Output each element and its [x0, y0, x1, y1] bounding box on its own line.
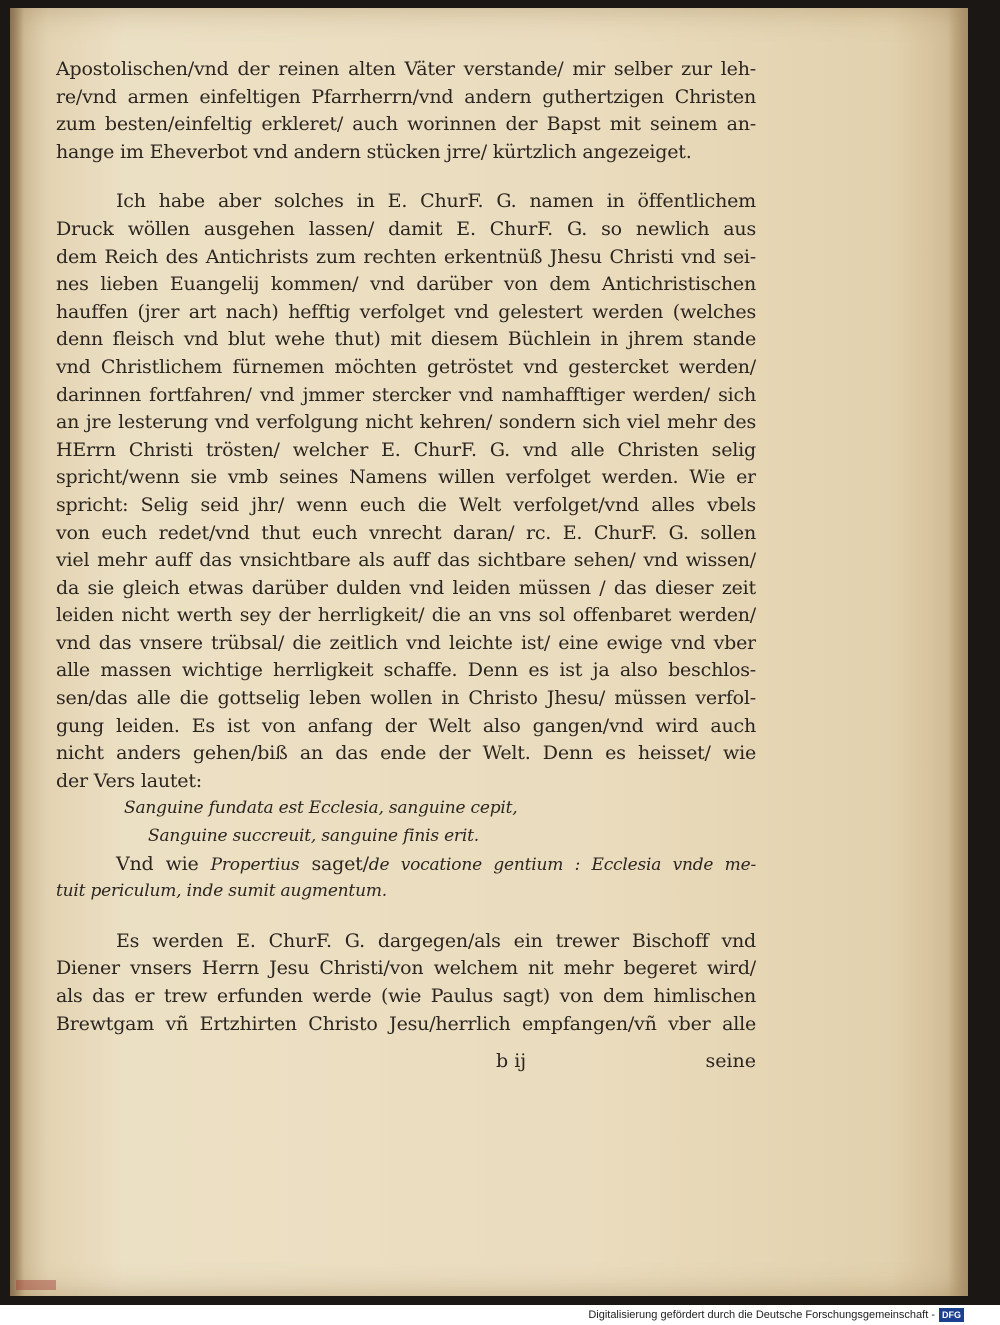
page-edge	[948, 8, 968, 1296]
funding-text: Digitalisierung gefördert durch die Deutsche Forschungsgemeinschaft -	[588, 1309, 935, 1321]
verse-line: Sanguine succreuit, sanguine finis erit.	[148, 826, 479, 847]
text-line: hauffen (jrer art nach) hefftig verfolget vnd gelestert werden (welches	[56, 300, 756, 323]
text-line: Brewtgam vñ Ertzhirten Christo Jesu/herrlich empfangen/vñ vber alle	[56, 1012, 756, 1035]
text-line: zum besten/einfeltig erkleret/ auch worinnen der Bapst mit seinem an-	[56, 113, 756, 136]
page-stain	[16, 1280, 56, 1290]
signature-mark: b ij	[496, 1050, 527, 1072]
latin-quote-line: tuit periculum, inde sumit augmentum.	[56, 881, 387, 902]
text-line: re/vnd armen einfeltigen Pfarrherrn/vnd andern guthertzigen Christen	[56, 85, 756, 108]
text-line: vnd Christlichem fürnemen möchten getröstet vnd gestercket werden/	[56, 355, 756, 378]
text-line: an jre lesterung vnd verfolgung nicht kehren/ sondern sich viel mehr des	[56, 411, 756, 434]
text-fragment: Vnd wie	[116, 852, 211, 875]
text-line: gung leiden. Es ist von anfang der Welt also gangen/vnd wird auch	[56, 714, 756, 737]
text-line: da sie gleich etwas darüber dulden vnd leiden müssen / das dieser zeit	[56, 576, 756, 599]
text-line: alle massen wichtige herrligkeit schaffe. Denn es ist ja also beschlos-	[56, 659, 756, 682]
text-line: als das er trew erfunden werde (wie Paulus sagt) von dem himlischen	[56, 985, 756, 1007]
text-line: denn fleisch vnd blut wehe thut) mit diesem Büchlein in jhrem stande	[56, 328, 756, 351]
text-line-propertius	[56, 851, 756, 879]
verse-line: Sanguine fundata est Ecclesia, sanguine cepit,	[124, 798, 518, 819]
text-line: darinnen fortfahren/ vnd jmmer stercker vnd namhafftiger werden/ sich	[56, 383, 756, 406]
page-text	[56, 56, 756, 1038]
text-line: von euch redet/vnd thut euch vnrecht daran/ rc. E. ChurF. G. sollen	[56, 521, 756, 544]
text-line: hange im Eheverbot vnd andern stücken jrre/ kürtzlich angezeiget.	[56, 140, 692, 163]
text-line: viel mehr auff das vnsichtbare als auff das sichtbare sehen/ vnd wissen/	[56, 549, 756, 572]
dfg-logo: DFG	[939, 1308, 964, 1322]
text-fragment: saget/	[299, 852, 369, 875]
page-signature-row	[56, 1050, 756, 1078]
text-line: leiden nicht werth sey der herrligkeit/ die an vns sol offenbaret werden/	[56, 604, 756, 627]
text-line: Es werden E. ChurF. G. dargegen/als ein trewer Bischoff vnd	[116, 929, 756, 952]
text-line: nicht anders gehen/biß an das ende der Welt. Denn es heisset/ wie	[56, 742, 756, 765]
catchword: seine	[705, 1050, 756, 1072]
text-line: vnd das vnsere trübsal/ die zeitlich vnd leichte ist/ eine ewige vnd vber	[56, 631, 756, 654]
latin-quote: de vocatione gentium : Ecclesia vnde me-	[368, 854, 756, 875]
text-line: spricht/wenn sie vmb seines Namens willen verfolget werden. Wie er	[56, 466, 756, 489]
page-gutter	[10, 8, 24, 1296]
text-line: der Vers lautet:	[56, 769, 202, 792]
funding-footer	[588, 1307, 964, 1323]
text-line: sen/das alle die gottselig leben wollen in Christo Jhesu/ müssen verfol-	[56, 687, 756, 710]
text-line: Diener vnsers Herrn Jesu Christi/von welchem nit mehr begeret wird/	[56, 957, 756, 980]
text-line: nes lieben Euangelij kommen/ vnd darüber von dem Antichristischen	[56, 273, 756, 296]
text-line: Apostolischen/vnd der reinen alten Väter verstande/ mir selber zur leh-	[56, 58, 756, 80]
text-line: Druck wöllen ausgehen lassen/ damit E. ChurF. G. so newlich aus	[56, 217, 756, 240]
text-line: spricht: Selig seid jhr/ wenn euch die Welt verfolget/vnd alles vbels	[56, 493, 756, 516]
text-line: dem Reich des Antichrists zum rechten erkentnüß Jhesu Christi vnd sei-	[56, 245, 756, 268]
text-line: HErrn Christi trösten/ welcher E. ChurF. G. vnd alle Christen selig	[56, 438, 756, 461]
text-line: Ich habe aber solches in E. ChurF. G. namen in öffentlichem	[116, 190, 756, 213]
propertius-name: Propertius	[210, 854, 300, 875]
